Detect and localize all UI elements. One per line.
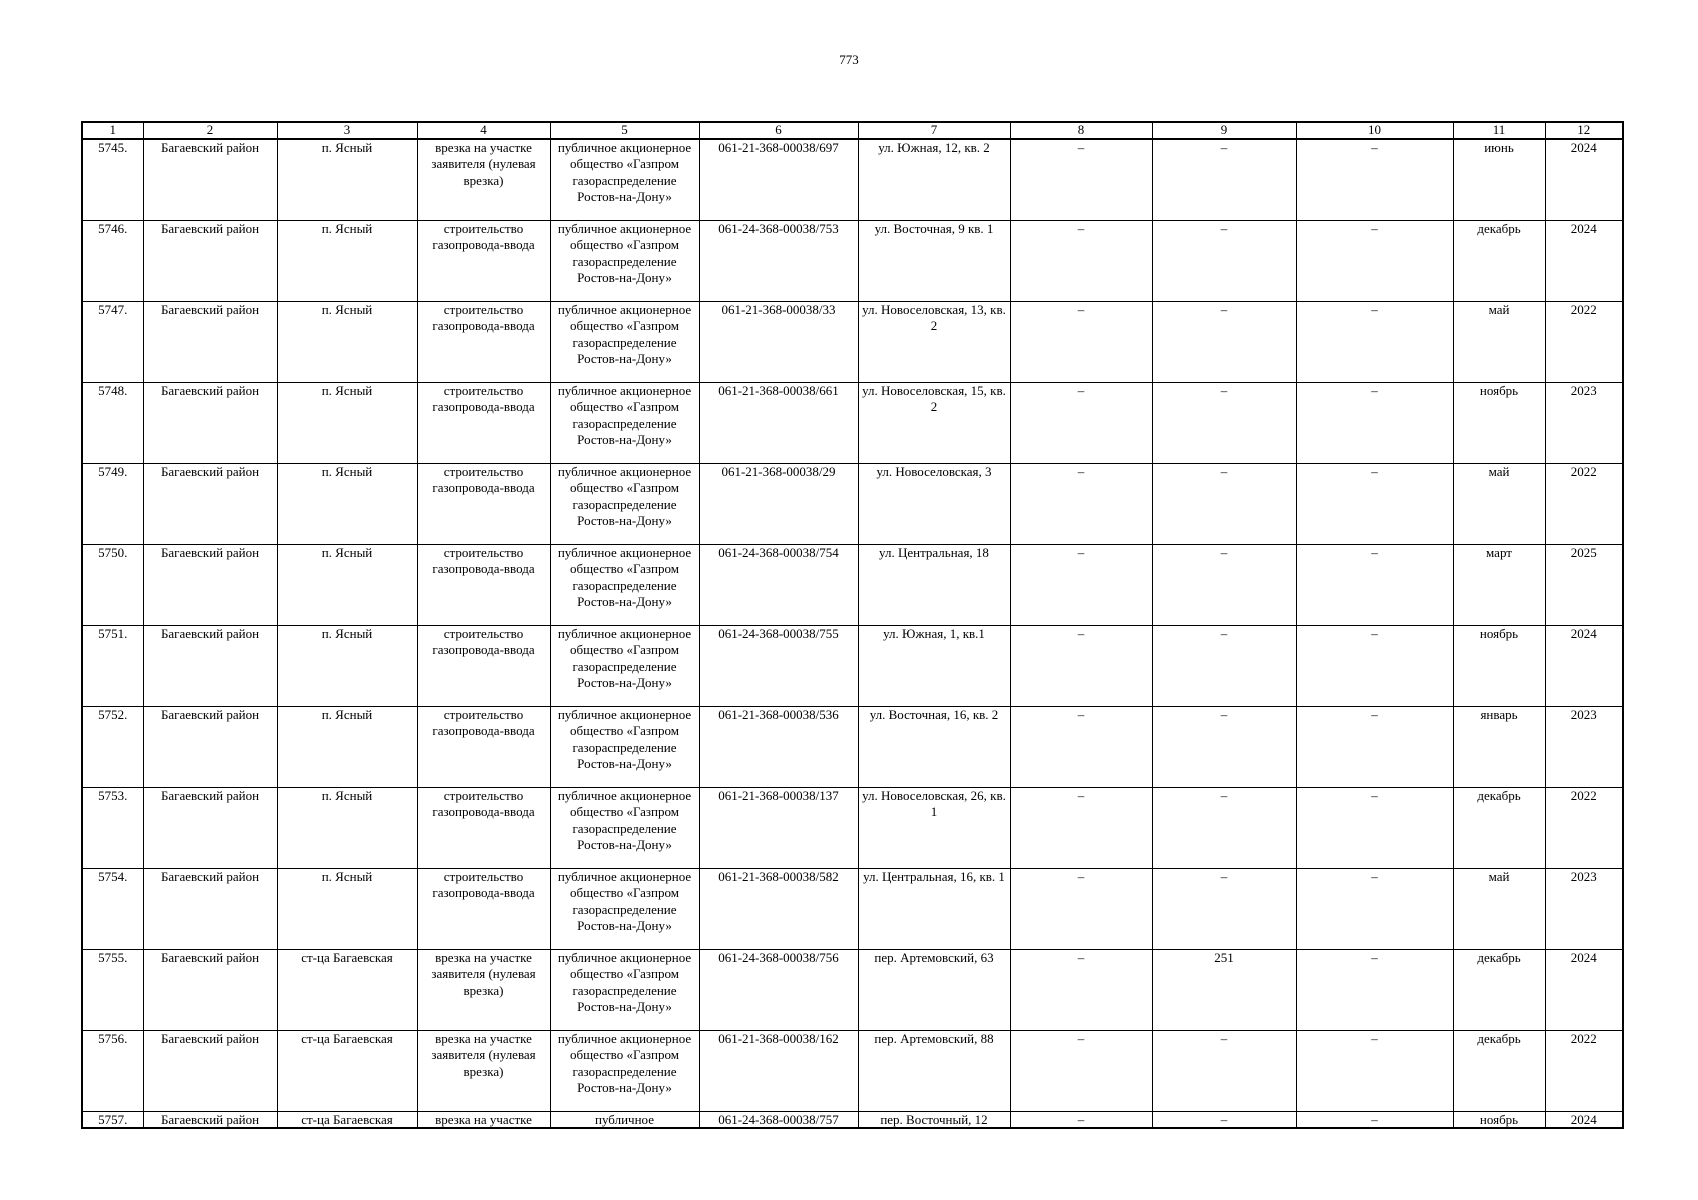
contract-number-cell: 061-24-368-00038/757: [699, 1112, 858, 1129]
column-10-cell: –: [1296, 869, 1453, 950]
organization-cell: публичное акционерное общество «Газпром газораспределение Ростов-на-Дону»: [550, 626, 699, 707]
table-row: [82, 383, 1623, 464]
row-number: 5754.: [82, 869, 143, 950]
contract-number-cell: 061-21-368-00038/137: [699, 788, 858, 869]
page-number: 773: [839, 52, 859, 67]
address-cell: пер. Артемовский, 88: [858, 1031, 1010, 1112]
column-8-cell: –: [1010, 1112, 1152, 1129]
organization-cell: публичное акционерное общество «Газпром газораспределение Ростов-на-Дону»: [550, 464, 699, 545]
column-8-cell: –: [1010, 464, 1152, 545]
district-cell: Багаевский район: [143, 788, 277, 869]
column-header: 2: [143, 122, 277, 139]
column-9-cell: –: [1152, 788, 1296, 869]
contract-number-cell: 061-21-368-00038/697: [699, 139, 858, 221]
district-cell: Багаевский район: [143, 1031, 277, 1112]
organization-cell: публичное акционерное общество «Газпром газораспределение Ростов-на-Дону»: [550, 383, 699, 464]
row-number: 5752.: [82, 707, 143, 788]
settlement-cell: п. Ясный: [277, 139, 417, 221]
column-9-cell: –: [1152, 221, 1296, 302]
address-cell: ул. Центральная, 16, кв. 1: [858, 869, 1010, 950]
work-type-cell: строительство газопровода-ввода: [417, 869, 550, 950]
table-row: [82, 302, 1623, 383]
table-row: [82, 139, 1623, 221]
contract-number-cell: 061-21-368-00038/33: [699, 302, 858, 383]
work-type-cell: врезка на участке: [417, 1112, 550, 1129]
row-number: 5753.: [82, 788, 143, 869]
row-number: 5750.: [82, 545, 143, 626]
organization-cell: публичное акционерное общество «Газпром газораспределение Ростов-на-Дону»: [550, 139, 699, 221]
table-row: [82, 707, 1623, 788]
month-cell: декабрь: [1453, 221, 1545, 302]
column-header: 4: [417, 122, 550, 139]
address-cell: ул. Новоселовская, 3: [858, 464, 1010, 545]
month-cell: ноябрь: [1453, 1112, 1545, 1129]
settlement-cell: п. Ясный: [277, 788, 417, 869]
organization-cell: публичное акционерное общество «Газпром газораспределение Ростов-на-Дону»: [550, 1031, 699, 1112]
column-8-cell: –: [1010, 221, 1152, 302]
column-9-cell: –: [1152, 707, 1296, 788]
settlement-cell: ст-ца Багаевская: [277, 1112, 417, 1129]
column-9-cell: –: [1152, 1112, 1296, 1129]
column-8-cell: –: [1010, 1031, 1152, 1112]
table-row: [82, 788, 1623, 869]
district-cell: Багаевский район: [143, 221, 277, 302]
year-cell: 2023: [1545, 707, 1623, 788]
header-row: [82, 122, 1623, 139]
month-cell: ноябрь: [1453, 383, 1545, 464]
year-cell: 2025: [1545, 545, 1623, 626]
column-header: 10: [1296, 122, 1453, 139]
year-cell: 2024: [1545, 221, 1623, 302]
contract-number-cell: 061-21-368-00038/661: [699, 383, 858, 464]
column-9-cell: –: [1152, 302, 1296, 383]
work-type-cell: строительство газопровода-ввода: [417, 626, 550, 707]
address-cell: ул. Южная, 12, кв. 2: [858, 139, 1010, 221]
month-cell: июнь: [1453, 139, 1545, 221]
year-cell: 2022: [1545, 1031, 1623, 1112]
organization-cell: публичное: [550, 1112, 699, 1129]
organization-cell: публичное акционерное общество «Газпром газораспределение Ростов-на-Дону»: [550, 950, 699, 1031]
district-cell: Багаевский район: [143, 545, 277, 626]
year-cell: 2022: [1545, 464, 1623, 545]
row-number: 5745.: [82, 139, 143, 221]
column-10-cell: –: [1296, 464, 1453, 545]
contract-number-cell: 061-21-368-00038/29: [699, 464, 858, 545]
column-8-cell: –: [1010, 302, 1152, 383]
column-10-cell: –: [1296, 707, 1453, 788]
row-number: 5748.: [82, 383, 143, 464]
column-header: 12: [1545, 122, 1623, 139]
row-number: 5756.: [82, 1031, 143, 1112]
month-cell: март: [1453, 545, 1545, 626]
table-row: [82, 1031, 1623, 1112]
district-cell: Багаевский район: [143, 950, 277, 1031]
table-row: [82, 464, 1623, 545]
address-cell: ул. Восточная, 16, кв. 2: [858, 707, 1010, 788]
work-type-cell: строительство газопровода-ввода: [417, 221, 550, 302]
contract-number-cell: 061-24-368-00038/755: [699, 626, 858, 707]
column-header: 3: [277, 122, 417, 139]
district-cell: Багаевский район: [143, 302, 277, 383]
column-10-cell: –: [1296, 302, 1453, 383]
month-cell: декабрь: [1453, 950, 1545, 1031]
year-cell: 2022: [1545, 788, 1623, 869]
contract-number-cell: 061-24-368-00038/756: [699, 950, 858, 1031]
column-header: 11: [1453, 122, 1545, 139]
district-cell: Багаевский район: [143, 626, 277, 707]
column-8-cell: –: [1010, 707, 1152, 788]
column-9-cell: –: [1152, 139, 1296, 221]
table-row: [82, 950, 1623, 1031]
settlement-cell: п. Ясный: [277, 545, 417, 626]
organization-cell: публичное акционерное общество «Газпром газораспределение Ростов-на-Дону»: [550, 302, 699, 383]
year-cell: 2024: [1545, 950, 1623, 1031]
work-type-cell: строительство газопровода-ввода: [417, 788, 550, 869]
register-table: [81, 121, 1624, 1129]
address-cell: ул. Новоселовская, 26, кв. 1: [858, 788, 1010, 869]
column-10-cell: –: [1296, 139, 1453, 221]
month-cell: май: [1453, 302, 1545, 383]
row-number: 5747.: [82, 302, 143, 383]
settlement-cell: ст-ца Багаевская: [277, 950, 417, 1031]
organization-cell: публичное акционерное общество «Газпром газораспределение Ростов-на-Дону»: [550, 221, 699, 302]
work-type-cell: строительство газопровода-ввода: [417, 707, 550, 788]
year-cell: 2023: [1545, 383, 1623, 464]
year-cell: 2024: [1545, 626, 1623, 707]
month-cell: январь: [1453, 707, 1545, 788]
row-number: 5749.: [82, 464, 143, 545]
column-10-cell: –: [1296, 950, 1453, 1031]
row-number: 5751.: [82, 626, 143, 707]
column-8-cell: –: [1010, 545, 1152, 626]
month-cell: май: [1453, 869, 1545, 950]
address-cell: ул. Новоселовская, 15, кв. 2: [858, 383, 1010, 464]
row-number: 5746.: [82, 221, 143, 302]
settlement-cell: п. Ясный: [277, 626, 417, 707]
column-header: 8: [1010, 122, 1152, 139]
address-cell: ул. Центральная, 18: [858, 545, 1010, 626]
column-9-cell: –: [1152, 464, 1296, 545]
settlement-cell: п. Ясный: [277, 464, 417, 545]
contract-number-cell: 061-24-368-00038/753: [699, 221, 858, 302]
row-number: 5755.: [82, 950, 143, 1031]
year-cell: 2022: [1545, 302, 1623, 383]
organization-cell: публичное акционерное общество «Газпром газораспределение Ростов-на-Дону»: [550, 788, 699, 869]
district-cell: Багаевский район: [143, 869, 277, 950]
address-cell: ул. Новоселовская, 13, кв. 2: [858, 302, 1010, 383]
column-8-cell: –: [1010, 788, 1152, 869]
column-9-cell: –: [1152, 1031, 1296, 1112]
settlement-cell: п. Ясный: [277, 869, 417, 950]
organization-cell: публичное акционерное общество «Газпром газораспределение Ростов-на-Дону»: [550, 545, 699, 626]
column-header: 5: [550, 122, 699, 139]
column-8-cell: –: [1010, 950, 1152, 1031]
work-type-cell: строительство газопровода-ввода: [417, 302, 550, 383]
table-row: [82, 221, 1623, 302]
address-cell: пер. Артемовский, 63: [858, 950, 1010, 1031]
month-cell: декабрь: [1453, 1031, 1545, 1112]
contract-number-cell: 061-21-368-00038/162: [699, 1031, 858, 1112]
work-type-cell: врезка на участке заявителя (нулевая врезка): [417, 950, 550, 1031]
district-cell: Багаевский район: [143, 139, 277, 221]
address-cell: пер. Восточный, 12: [858, 1112, 1010, 1129]
column-10-cell: –: [1296, 383, 1453, 464]
district-cell: Багаевский район: [143, 707, 277, 788]
settlement-cell: ст-ца Багаевская: [277, 1031, 417, 1112]
work-type-cell: врезка на участке заявителя (нулевая врезка): [417, 139, 550, 221]
district-cell: Багаевский район: [143, 464, 277, 545]
contract-number-cell: 061-21-368-00038/582: [699, 869, 858, 950]
work-type-cell: врезка на участке заявителя (нулевая врезка): [417, 1031, 550, 1112]
work-type-cell: строительство газопровода-ввода: [417, 545, 550, 626]
work-type-cell: строительство газопровода-ввода: [417, 464, 550, 545]
column-10-cell: –: [1296, 545, 1453, 626]
column-header: 6: [699, 122, 858, 139]
column-10-cell: –: [1296, 626, 1453, 707]
year-cell: 2023: [1545, 869, 1623, 950]
column-header: 7: [858, 122, 1010, 139]
column-8-cell: –: [1010, 139, 1152, 221]
settlement-cell: п. Ясный: [277, 302, 417, 383]
organization-cell: публичное акционерное общество «Газпром газораспределение Ростов-на-Дону»: [550, 869, 699, 950]
table-row: [82, 626, 1623, 707]
address-cell: ул. Восточная, 9 кв. 1: [858, 221, 1010, 302]
district-cell: Багаевский район: [143, 383, 277, 464]
column-10-cell: –: [1296, 788, 1453, 869]
column-9-cell: –: [1152, 869, 1296, 950]
work-type-cell: строительство газопровода-ввода: [417, 383, 550, 464]
column-header: 1: [82, 122, 143, 139]
column-8-cell: –: [1010, 383, 1152, 464]
table-row: [82, 545, 1623, 626]
column-9-cell: –: [1152, 545, 1296, 626]
column-10-cell: –: [1296, 1112, 1453, 1129]
column-10-cell: –: [1296, 221, 1453, 302]
column-8-cell: –: [1010, 626, 1152, 707]
month-cell: ноябрь: [1453, 626, 1545, 707]
column-10-cell: –: [1296, 1031, 1453, 1112]
contract-number-cell: 061-24-368-00038/754: [699, 545, 858, 626]
contract-number-cell: 061-21-368-00038/536: [699, 707, 858, 788]
settlement-cell: п. Ясный: [277, 707, 417, 788]
table-row: [82, 869, 1623, 950]
year-cell: 2024: [1545, 139, 1623, 221]
organization-cell: публичное акционерное общество «Газпром газораспределение Ростов-на-Дону»: [550, 707, 699, 788]
column-9-cell: –: [1152, 383, 1296, 464]
column-9-cell: –: [1152, 626, 1296, 707]
row-number: 5757.: [82, 1112, 143, 1129]
column-8-cell: –: [1010, 869, 1152, 950]
address-cell: ул. Южная, 1, кв.1: [858, 626, 1010, 707]
district-cell: Багаевский район: [143, 1112, 277, 1129]
month-cell: май: [1453, 464, 1545, 545]
year-cell: 2024: [1545, 1112, 1623, 1129]
column-9-cell: 251: [1152, 950, 1296, 1031]
settlement-cell: п. Ясный: [277, 221, 417, 302]
month-cell: декабрь: [1453, 788, 1545, 869]
settlement-cell: п. Ясный: [277, 383, 417, 464]
table-row: [82, 1112, 1623, 1129]
column-header: 9: [1152, 122, 1296, 139]
